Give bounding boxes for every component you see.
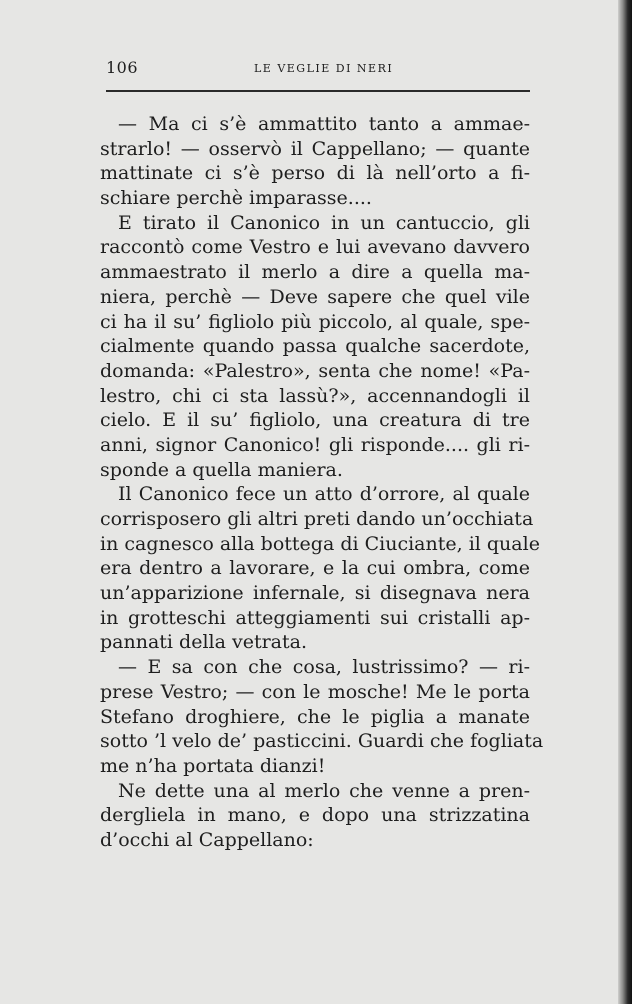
header-rule (106, 90, 530, 92)
text-line: sotto ’l velo de’ pasticcini. Guardi che fogliata (100, 730, 544, 753)
text-line: era dentro a lavorare, e la cui ombra, come (100, 557, 530, 580)
text-line: me n’ha portata dianzi! (100, 754, 326, 777)
text-line: domanda: «Palestro», senta che nome! «Pa- (100, 359, 530, 382)
text-line: niera, perchè — Deve sapere che quel vile (100, 285, 530, 308)
text-line: strarlo! — osservò il Cappellano; — quante (100, 137, 530, 160)
text-line: pannati della vetrata. (100, 631, 307, 654)
text-line: ammaestrato il merlo a dire a quella ma- (100, 261, 530, 284)
text-line: in grotteschi atteggiamenti sui cristalli ap- (100, 606, 530, 629)
text-line: Stefano droghiere, che le piglia a manate (100, 705, 530, 728)
paragraph-3 (100, 482, 540, 655)
running-title: LE VEGLIE DI NERI (254, 62, 394, 75)
text-line: — E sa con che cosa, lustrissimo? — ri- (118, 656, 530, 679)
paragraph-1 (100, 112, 530, 211)
text-line: un’apparizione infernale, si disegnava nera (100, 582, 530, 605)
text-line: ci ha il su’ figliolo più piccolo, al quale, spe- (100, 310, 530, 333)
text-line: — Ma ci s’è ammattito tanto a ammae- (118, 113, 530, 135)
text-line: raccontò come Vestro e lui avevano davvero (100, 236, 530, 259)
page-header (106, 58, 530, 82)
paragraph-2 (100, 211, 530, 483)
page-number: 106 (106, 58, 139, 77)
text-line: Ne dette una al merlo che venne a pren- (118, 779, 530, 802)
paragraph-5 (100, 779, 530, 853)
text-line: anni, signor Canonico! gli risponde.... gli ri- (100, 433, 530, 456)
text-line: prese Vestro; — con le mosche! Me le porta (100, 680, 530, 703)
text-line: dergliela in mano, e dopo una strizzatina (100, 804, 530, 827)
text-line: in cagnesco alla bottega di Ciuciante, il quale (100, 532, 540, 555)
text-line: E tirato il Canonico in un cantuccio, gli (118, 211, 530, 234)
book-spine-edge (618, 0, 632, 1004)
text-line: mattinate ci s’è perso di là nell’orto a fi- (100, 162, 530, 185)
text-line: cialmente quando passa qualche sacerdote, (100, 335, 530, 358)
body-text (100, 112, 544, 853)
text-line: schiare perchè imparasse.... (100, 187, 372, 210)
text-line: d’occhi al Cappellano: (100, 828, 314, 851)
text-line: sponde a quella maniera. (100, 458, 343, 481)
text-line: corrisposero gli altri preti dando un’occhiata (100, 508, 534, 530)
paragraph-4 (100, 655, 544, 778)
text-line: cielo. E il su’ figliolo, una creatura di tre (100, 409, 530, 432)
text-line: lestro, chi ci sta lassù?», accennandogli il (100, 384, 530, 407)
text-line: Il Canonico fece un atto d’orrore, al quale (118, 483, 530, 506)
